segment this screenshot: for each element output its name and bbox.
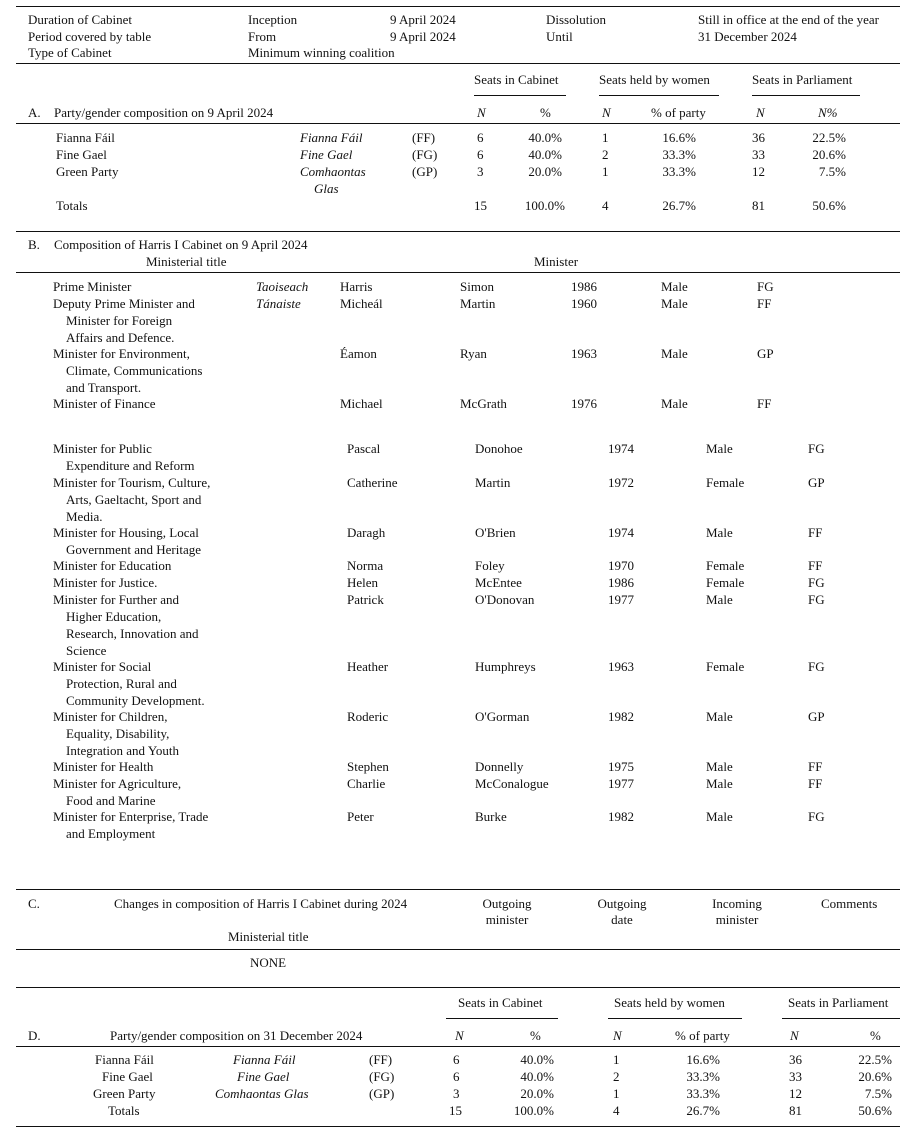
from-date: 9 April 2024 xyxy=(390,29,456,44)
gender: Male xyxy=(706,776,733,791)
table-row xyxy=(0,296,906,345)
table-row xyxy=(0,709,906,758)
birth-year: 1963 xyxy=(571,346,597,361)
a-seats-cabinet-head: Seats in Cabinet xyxy=(474,72,559,87)
gender: Male xyxy=(706,592,733,607)
minister-first: Roderic xyxy=(347,709,389,724)
ministerial-title-cont: Integration and Youth xyxy=(66,743,180,758)
from-label: From xyxy=(248,29,277,44)
ministerial-title: Minister for Further and xyxy=(53,592,180,607)
table-row xyxy=(0,396,906,411)
birth-year: 1977 xyxy=(608,592,634,607)
ministerial-title: Minister for Public xyxy=(53,441,152,456)
women-n: 1 xyxy=(613,1086,620,1101)
d-seats-women-head: Seats held by women xyxy=(614,995,725,1010)
ministerial-title: Minister for Education xyxy=(53,558,172,573)
duration-label: Duration of Cabinet xyxy=(28,12,132,27)
minister-first: Michael xyxy=(340,396,383,411)
party-native-name: Fine Gael xyxy=(300,147,353,162)
minister-first: Harris xyxy=(340,279,373,294)
party-abbr: (GP) xyxy=(369,1086,395,1101)
b-letter: B. xyxy=(28,237,40,252)
until-label: Until xyxy=(546,29,573,44)
type-label: Type of Cabinet xyxy=(28,45,112,60)
ministerial-title: Minister for Environment, xyxy=(53,346,190,361)
birth-year: 1960 xyxy=(571,296,597,311)
birth-year: 1982 xyxy=(608,809,634,824)
women-n: 1 xyxy=(602,130,609,145)
c-letter: C. xyxy=(28,896,40,911)
c-bottom-rule xyxy=(16,987,900,988)
gender: Male xyxy=(706,525,733,540)
cabinet-pct: 20.0% xyxy=(520,1086,554,1101)
party-native-name: Comhaontas Glas xyxy=(215,1086,309,1101)
d-wpct-head: % of party xyxy=(675,1028,730,1043)
table-row xyxy=(0,475,906,524)
minister-first: Heather xyxy=(347,659,389,674)
dissolution-label: Dissolution xyxy=(546,12,606,27)
c-incoming-minister-2: minister xyxy=(715,912,759,927)
minister-first: Patrick xyxy=(347,592,384,607)
table-row xyxy=(0,130,906,145)
ministerial-title: Minister for Health xyxy=(53,759,154,774)
parliament-n: 81 xyxy=(752,198,765,213)
women-pct: 33.3% xyxy=(662,147,696,162)
a-bottom-rule xyxy=(16,231,900,232)
until-date: 31 December 2024 xyxy=(698,29,797,44)
women-pct: 33.3% xyxy=(686,1069,720,1084)
period-label: Period covered by table xyxy=(28,29,152,44)
ministerial-title: Minister for Justice. xyxy=(53,575,158,590)
birth-year: 1986 xyxy=(608,575,634,590)
ministerial-title-cont: Research, Innovation and xyxy=(66,626,199,641)
women-n: 4 xyxy=(613,1103,620,1118)
table-row xyxy=(0,809,906,841)
ministerial-title-cont: Protection, Rural and xyxy=(66,676,177,691)
minister-last: Foley xyxy=(475,558,505,573)
a-wn-head: N xyxy=(602,105,611,120)
women-pct: 16.6% xyxy=(686,1052,720,1067)
minister-last: McGrath xyxy=(460,396,507,411)
minister-first: Pascal xyxy=(347,441,381,456)
minister-last: Burke xyxy=(475,809,507,824)
ministerial-title-cont: Higher Education, xyxy=(66,609,162,624)
totals-row xyxy=(0,198,906,213)
a-seats-parl-rule xyxy=(752,95,860,96)
table-row xyxy=(0,346,906,395)
gender: Female xyxy=(706,659,745,674)
table-row xyxy=(0,759,906,774)
party: FF xyxy=(757,396,772,411)
ministerial-title: Minister for Housing, Local xyxy=(53,525,199,540)
minister-last: McEntee xyxy=(475,575,522,590)
women-n: 1 xyxy=(613,1052,620,1067)
c-title-head: Ministerial title xyxy=(228,929,309,944)
minister-last: Ryan xyxy=(460,346,487,361)
parliament-n: 12 xyxy=(789,1086,802,1101)
minister-last: Martin xyxy=(475,475,511,490)
parliament-pct: 20.6% xyxy=(812,147,846,162)
minister-last: O'Donovan xyxy=(475,592,535,607)
party-name: Green Party xyxy=(56,164,119,179)
d-seats-women-rule xyxy=(608,1018,742,1019)
ministerial-title: Minister of Finance xyxy=(53,396,156,411)
b-title: Composition of Harris I Cabinet on 9 April 2024 xyxy=(54,237,308,252)
ministerial-title: Minister for Agriculture, xyxy=(53,776,182,791)
party: FG xyxy=(808,809,825,824)
party-native-name: Fine Gael xyxy=(237,1069,290,1084)
ministerial-title: Minister for Children, xyxy=(53,709,168,724)
party: FG xyxy=(808,441,825,456)
birth-year: 1963 xyxy=(608,659,634,674)
ministerial-title-cont: Minister for Foreign xyxy=(66,313,173,328)
gender: Male xyxy=(706,759,733,774)
d-wn-head: N xyxy=(613,1028,622,1043)
c-outgoing-date-1: Outgoing xyxy=(597,896,647,911)
a-title: Party/gender composition on 9 April 2024 xyxy=(54,105,274,120)
ministerial-title-cont: Climate, Communications xyxy=(66,363,203,378)
party-abbr: (GP) xyxy=(412,164,438,179)
minister-first: Éamon xyxy=(340,346,377,361)
table-row xyxy=(0,776,906,808)
type-value: Minimum winning coalition xyxy=(248,45,395,60)
party-abbr: (FF) xyxy=(369,1052,393,1067)
minister-last: Martin xyxy=(460,296,496,311)
minister-last: Humphreys xyxy=(475,659,536,674)
dissolution-value: Still in office at the end of the year xyxy=(698,12,879,27)
ministerial-title-cont: Science xyxy=(66,643,107,658)
women-n: 1 xyxy=(602,164,609,179)
d-seats-cabinet-head: Seats in Cabinet xyxy=(458,995,543,1010)
a-pn-head: N xyxy=(756,105,765,120)
cabinet-n: 6 xyxy=(477,147,484,162)
party: FF xyxy=(808,776,823,791)
gender: Male xyxy=(661,396,688,411)
ministerial-title-cont: Arts, Gaeltacht, Sport and xyxy=(66,492,202,507)
totals-label: Totals xyxy=(56,198,88,213)
party-abbr: (FG) xyxy=(369,1069,395,1084)
ministerial-title: Minister for Enterprise, Trade xyxy=(53,809,209,824)
minister-last: Donohoe xyxy=(475,441,523,456)
cabinet-pct: 100.0% xyxy=(513,1103,554,1118)
table-row xyxy=(0,164,906,196)
party: FG xyxy=(808,659,825,674)
parliament-pct: 50.6% xyxy=(812,198,846,213)
gender: Male xyxy=(706,809,733,824)
party: GP xyxy=(757,346,774,361)
d-seats-cabinet-rule xyxy=(446,1018,558,1019)
c-comments-head: Comments xyxy=(821,896,878,911)
minister-last: O'Gorman xyxy=(475,709,530,724)
party: FF xyxy=(757,296,772,311)
table-row xyxy=(0,1052,906,1067)
minister-first: Charlie xyxy=(347,776,386,791)
women-pct: 33.3% xyxy=(662,164,696,179)
table-row xyxy=(0,525,906,557)
d-letter: D. xyxy=(28,1028,41,1043)
cabinet-pct: 40.0% xyxy=(528,130,562,145)
a-n-head: N xyxy=(477,105,486,120)
gender: Female xyxy=(706,558,745,573)
women-n: 2 xyxy=(613,1069,620,1084)
gender: Male xyxy=(706,441,733,456)
party-name: Fianna Fáil xyxy=(56,130,115,145)
cabinet-n: 6 xyxy=(453,1069,460,1084)
a-ppct-head: N% xyxy=(818,105,838,120)
party-name: Fine Gael xyxy=(102,1069,153,1084)
party: FG xyxy=(757,279,774,294)
d-bottom-rule xyxy=(16,1126,900,1127)
minister-first: Peter xyxy=(347,809,374,824)
gender: Female xyxy=(706,575,745,590)
parliament-n: 12 xyxy=(752,164,765,179)
cabinet-n: 6 xyxy=(477,130,484,145)
birth-year: 1972 xyxy=(608,475,634,490)
party: FF xyxy=(808,558,823,573)
minister-first: Catherine xyxy=(347,475,398,490)
totals-label: Totals xyxy=(108,1103,140,1118)
ministerial-title-cont: Government and Heritage xyxy=(66,542,202,557)
party-abbr: (FF) xyxy=(412,130,436,145)
c-title: Changes in composition of Harris I Cabinet during 2024 xyxy=(114,896,408,911)
d-pn-head: N xyxy=(790,1028,799,1043)
birth-year: 1982 xyxy=(608,709,634,724)
table-row xyxy=(0,575,906,590)
c-outgoing-date-2: date xyxy=(611,912,633,927)
women-pct: 26.7% xyxy=(662,198,696,213)
a-seats-women-head: Seats held by women xyxy=(599,72,710,87)
a-wpct-head: % of party xyxy=(651,105,706,120)
birth-year: 1970 xyxy=(608,558,634,573)
a-head-rule xyxy=(16,123,900,124)
party-native-name: Fianna Fáil xyxy=(233,1052,296,1067)
table-row xyxy=(0,558,906,573)
parliament-n: 33 xyxy=(789,1069,802,1084)
d-n-head: N xyxy=(455,1028,464,1043)
ministerial-title-cont: Equality, Disability, xyxy=(66,726,170,741)
cabinet-n: 15 xyxy=(474,198,487,213)
ministerial-title: Minister for Tourism, Culture, xyxy=(53,475,211,490)
cabinet-pct: 20.0% xyxy=(528,164,562,179)
minister-last: Donnelly xyxy=(475,759,524,774)
c-outgoing-minister-2: minister xyxy=(485,912,529,927)
women-n: 4 xyxy=(602,198,609,213)
top-rule xyxy=(16,6,900,7)
cabinet-pct: 40.0% xyxy=(528,147,562,162)
a-seats-women-rule xyxy=(599,95,719,96)
parliament-n: 33 xyxy=(752,147,765,162)
ministerial-title: Deputy Prime Minister and xyxy=(53,296,195,311)
table-row xyxy=(0,147,906,162)
cabinet-n: 3 xyxy=(477,164,484,179)
ministerial-title-cont: Community Development. xyxy=(66,693,205,708)
parliament-pct: 22.5% xyxy=(858,1052,892,1067)
minister-first: Micheál xyxy=(340,296,383,311)
parliament-pct: 50.6% xyxy=(858,1103,892,1118)
ministerial-title: Prime Minister xyxy=(53,279,132,294)
table-row xyxy=(0,279,906,294)
inception-date: 9 April 2024 xyxy=(390,12,456,27)
party-abbr: (FG) xyxy=(412,147,438,162)
a-seats-parl-head: Seats in Parliament xyxy=(752,72,853,87)
minister-last: Simon xyxy=(460,279,494,294)
party: FF xyxy=(808,759,823,774)
minister-first: Helen xyxy=(347,575,379,590)
birth-year: 1974 xyxy=(608,441,634,456)
gender: Male xyxy=(661,346,688,361)
party-name: Fianna Fáil xyxy=(95,1052,154,1067)
cabinet-n: 15 xyxy=(449,1103,462,1118)
birth-year: 1975 xyxy=(608,759,634,774)
party-native-name-cont: Glas xyxy=(314,181,339,196)
d-seats-parl-rule xyxy=(782,1018,900,1019)
cabinet-pct: 40.0% xyxy=(520,1052,554,1067)
ministerial-title-cont: and Transport. xyxy=(66,380,142,395)
ministerial-title-cont: Expenditure and Reform xyxy=(66,458,195,473)
gender: Male xyxy=(706,709,733,724)
birth-year: 1986 xyxy=(571,279,597,294)
party-native-name: Comhaontas xyxy=(300,164,366,179)
a-pct-head: % xyxy=(540,105,551,120)
party: FF xyxy=(808,525,823,540)
party: FG xyxy=(808,592,825,607)
parliament-n: 36 xyxy=(752,130,765,145)
gender: Male xyxy=(661,279,688,294)
c-incoming-minister-1: Incoming xyxy=(712,896,762,911)
d-pct-head: % xyxy=(530,1028,541,1043)
totals-row xyxy=(0,1103,906,1118)
gender: Female xyxy=(706,475,745,490)
b-minister-head: Minister xyxy=(534,254,579,269)
d-head-rule xyxy=(16,1046,900,1047)
ministerial-title-cont: Affairs and Defence. xyxy=(66,330,175,345)
minister-last: McConalogue xyxy=(475,776,549,791)
native-title: Taoiseach xyxy=(256,279,309,294)
table-row xyxy=(0,592,906,658)
d-title: Party/gender composition on 31 December 2024 xyxy=(110,1028,363,1043)
birth-year: 1977 xyxy=(608,776,634,791)
parliament-pct: 7.5% xyxy=(864,1086,892,1101)
parliament-pct: 22.5% xyxy=(812,130,846,145)
parliament-pct: 7.5% xyxy=(818,164,846,179)
women-pct: 26.7% xyxy=(686,1103,720,1118)
a-seats-cabinet-rule xyxy=(474,95,566,96)
minister-first: Daragh xyxy=(347,525,386,540)
party-name: Green Party xyxy=(93,1086,156,1101)
ministerial-title-cont: and Employment xyxy=(66,826,156,841)
cabinet-n: 6 xyxy=(453,1052,460,1067)
birth-year: 1976 xyxy=(571,396,597,411)
women-pct: 33.3% xyxy=(686,1086,720,1101)
women-pct: 16.6% xyxy=(662,130,696,145)
cabinet-pct: 100.0% xyxy=(524,198,565,213)
c-none: NONE xyxy=(250,955,287,970)
table-row xyxy=(0,1069,906,1084)
gender: Male xyxy=(661,296,688,311)
parliament-n: 36 xyxy=(789,1052,802,1067)
c-outgoing-minister-1: Outgoing xyxy=(482,896,532,911)
birth-year: 1974 xyxy=(608,525,634,540)
inception-label: Inception xyxy=(248,12,298,27)
table-row xyxy=(0,1086,906,1101)
a-letter: A. xyxy=(28,105,41,120)
cabinet-pct: 40.0% xyxy=(520,1069,554,1084)
table-row xyxy=(0,659,906,708)
b-title-head: Ministerial title xyxy=(146,254,227,269)
ministerial-title: Minister for Social xyxy=(53,659,152,674)
party: GP xyxy=(808,709,825,724)
d-seats-parl-head: Seats in Parliament xyxy=(788,995,889,1010)
c-head-rule xyxy=(16,949,900,950)
b-head-rule xyxy=(16,272,900,273)
minister-last: O'Brien xyxy=(475,525,516,540)
header-rule xyxy=(16,63,900,64)
ministerial-title-cont: Media. xyxy=(66,509,103,524)
cabinet-n: 3 xyxy=(453,1086,460,1101)
table-row xyxy=(0,441,906,473)
party: FG xyxy=(808,575,825,590)
party-name: Fine Gael xyxy=(56,147,107,162)
minister-first: Norma xyxy=(347,558,384,573)
minister-first: Stephen xyxy=(347,759,389,774)
c-top-rule xyxy=(16,889,900,890)
women-n: 2 xyxy=(602,147,609,162)
d-ppct-head: % xyxy=(870,1028,881,1043)
party: GP xyxy=(808,475,825,490)
native-title: Tánaiste xyxy=(256,296,301,311)
party-native-name: Fianna Fáil xyxy=(300,130,363,145)
parliament-pct: 20.6% xyxy=(858,1069,892,1084)
parliament-n: 81 xyxy=(789,1103,802,1118)
ministerial-title-cont: Food and Marine xyxy=(66,793,156,808)
